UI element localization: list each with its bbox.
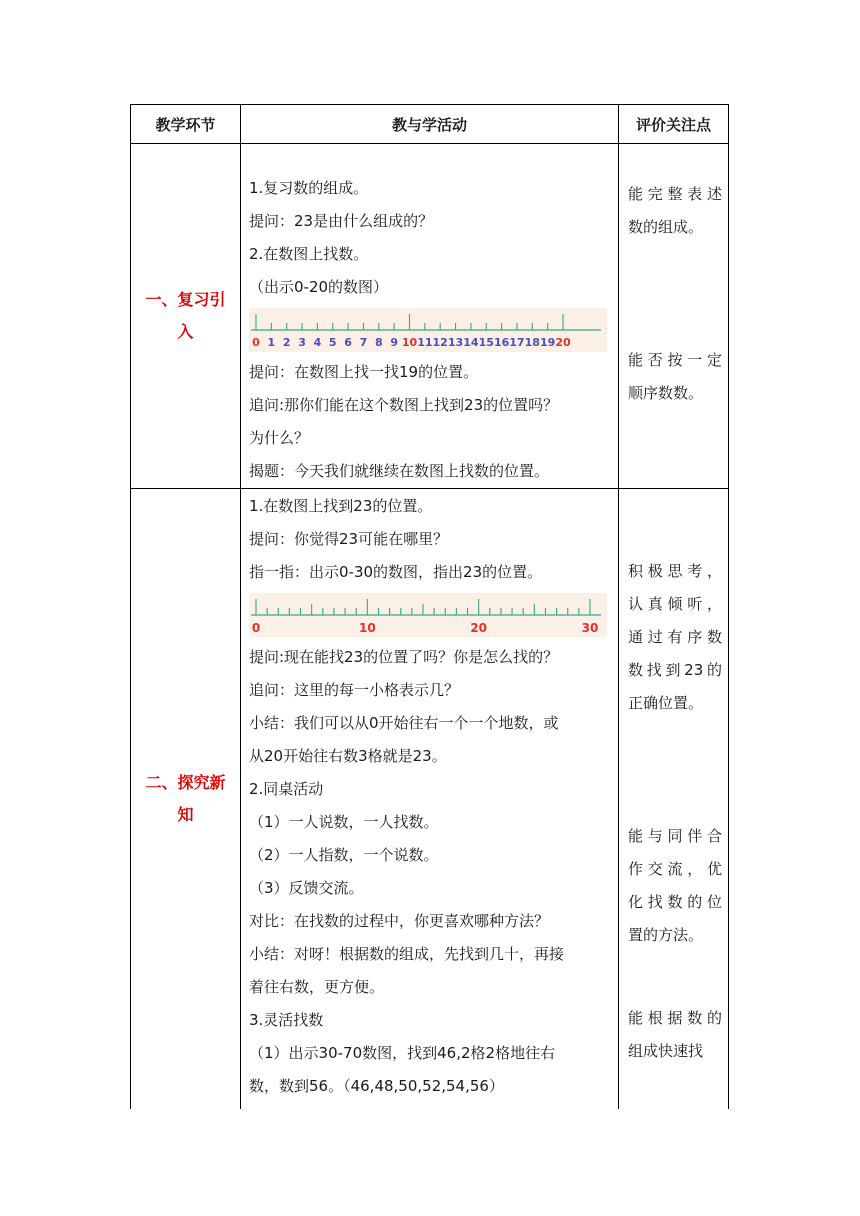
evaluation-line: 认真倾听， [628, 595, 722, 613]
activity-cell-explore [241, 489, 619, 1109]
activity-line: 小结：我们可以从0开始往右一个一个地数，或 [249, 714, 559, 732]
tick-label: 11 [417, 336, 433, 349]
tick-label: 10 [401, 336, 418, 349]
evaluation-line: 组成快速找 [628, 1042, 704, 1060]
activity-line: 小结：对呀！根据数的组成，先找到几十，再接 [249, 945, 565, 963]
activity-line: （1）一人说数，一人找数。 [249, 813, 439, 831]
evaluation-line: 数的组成。 [628, 218, 704, 236]
tick-label: 10 [358, 621, 376, 635]
evaluation-line: 积极思考， [628, 562, 722, 580]
header-evaluation: 评价关注点 [619, 105, 729, 144]
activity-cell-review [241, 144, 619, 489]
activity-line: 着往右数，更方便。 [249, 978, 385, 996]
evaluation-cell-explore [619, 489, 729, 1109]
evaluation-line: 置的方法。 [628, 926, 704, 944]
tick-label: 4 [313, 336, 322, 349]
activity-line: 追问：这里的每一小格表示几？ [249, 681, 460, 699]
activity-line: 2.在数图上找数。 [249, 245, 369, 263]
tick-label: 0 [251, 621, 261, 635]
header-stage: 教学环节 [131, 105, 241, 144]
activity-line: （1）出示30-70数图，找到46,2格2格地往右 [249, 1044, 556, 1062]
activity-line: 1.复习数的组成。 [249, 179, 369, 197]
activity-line: （2）一人指数，一个说数。 [249, 846, 439, 864]
activity-line: 提问:现在能找23的位置了吗？你是怎么找的？ [249, 648, 559, 666]
table-row [131, 144, 729, 489]
number-line-0-20-svg [249, 308, 607, 352]
header-activity: 教与学活动 [241, 105, 619, 144]
activity-line: 提问：在数图上找一找19的位置。 [249, 363, 479, 381]
table-header-row [131, 105, 729, 144]
number-line-0-20 [249, 308, 607, 352]
tick-label: 7 [359, 336, 368, 349]
stage-label: 一、复习引 [145, 290, 226, 309]
tick-label: 3 [298, 336, 306, 349]
tick-label: 0 [252, 336, 260, 349]
tick-label: 13 [447, 336, 464, 349]
tick-label: 1 [267, 336, 276, 349]
tick-label: 19 [539, 336, 556, 349]
tick-label: 9 [390, 336, 398, 349]
tick-label: 17 [509, 336, 525, 349]
number-line-0-30 [249, 593, 607, 637]
evaluation-line: 能与同伴合 [628, 827, 722, 845]
tick-label: 20 [470, 621, 488, 635]
tick-label: 12 [432, 336, 448, 349]
number-line-0-30-svg [249, 593, 607, 637]
stage-label: 二、探究新 [145, 772, 226, 792]
activity-line: 从20开始往右数3格就是23。 [249, 747, 447, 765]
tick-label: 8 [374, 336, 383, 349]
activity-line: 为什么？ [249, 429, 310, 447]
table-row [131, 489, 729, 1109]
activity-line: 1.在数图上找到23的位置。 [249, 497, 433, 515]
stage-cell-explore [131, 489, 241, 1109]
activity-line: 对比：在找数的过程中，你更喜欢哪种方法？ [249, 912, 550, 930]
activity-line: 指一指：出示0-30的数图，指出23的位置。 [249, 563, 543, 581]
activity-line: 2.同桌活动 [249, 780, 324, 798]
evaluation-line: 能根据数的 [628, 1009, 722, 1027]
tick-label: 15 [478, 336, 494, 349]
evaluation-line: 能否按一定 [628, 351, 722, 369]
activity-line: （3）反馈交流。 [249, 879, 364, 897]
tick-label: 14 [463, 336, 479, 349]
evaluation-line: 化找数的位 [628, 893, 722, 911]
tick-label: 5 [328, 336, 337, 349]
evaluation-line: 通过有序数 [628, 628, 722, 646]
activity-line: 提问：你觉得23可能在哪里？ [249, 530, 449, 548]
tick-label: 20 [555, 336, 571, 349]
tick-label: 16 [493, 336, 510, 349]
stage-cell-review [131, 144, 241, 489]
stage-label: 入 [177, 322, 194, 341]
lesson-plan-table [130, 104, 729, 1109]
activity-line: 3.灵活找数 [249, 1011, 324, 1029]
tick-label: 30 [581, 621, 599, 635]
stage-label: 知 [177, 804, 194, 824]
evaluation-line: 正确位置。 [628, 694, 704, 712]
activity-line: 提问：23是由什么组成的？ [249, 212, 434, 230]
evaluation-cell-review [619, 144, 729, 489]
activity-line: 揭题：今天我们就继续在数图上找数的位置。 [249, 462, 550, 480]
tick-label: 2 [282, 336, 291, 349]
activity-line: 追问:那你们能在这个数图上找到23的位置吗？ [249, 396, 559, 414]
evaluation-line: 顺序数数。 [628, 384, 704, 402]
evaluation-line: 数找到23的 [628, 661, 722, 679]
evaluation-line: 作交流，优 [628, 860, 722, 878]
tick-label: 6 [344, 336, 352, 349]
activity-line: 数，数到56。（46,48,50,52,54,56） [249, 1077, 504, 1095]
tick-label: 18 [524, 336, 540, 349]
activity-line: （出示0-20的数图） [249, 278, 389, 296]
evaluation-line: 能完整表述 [628, 185, 722, 203]
